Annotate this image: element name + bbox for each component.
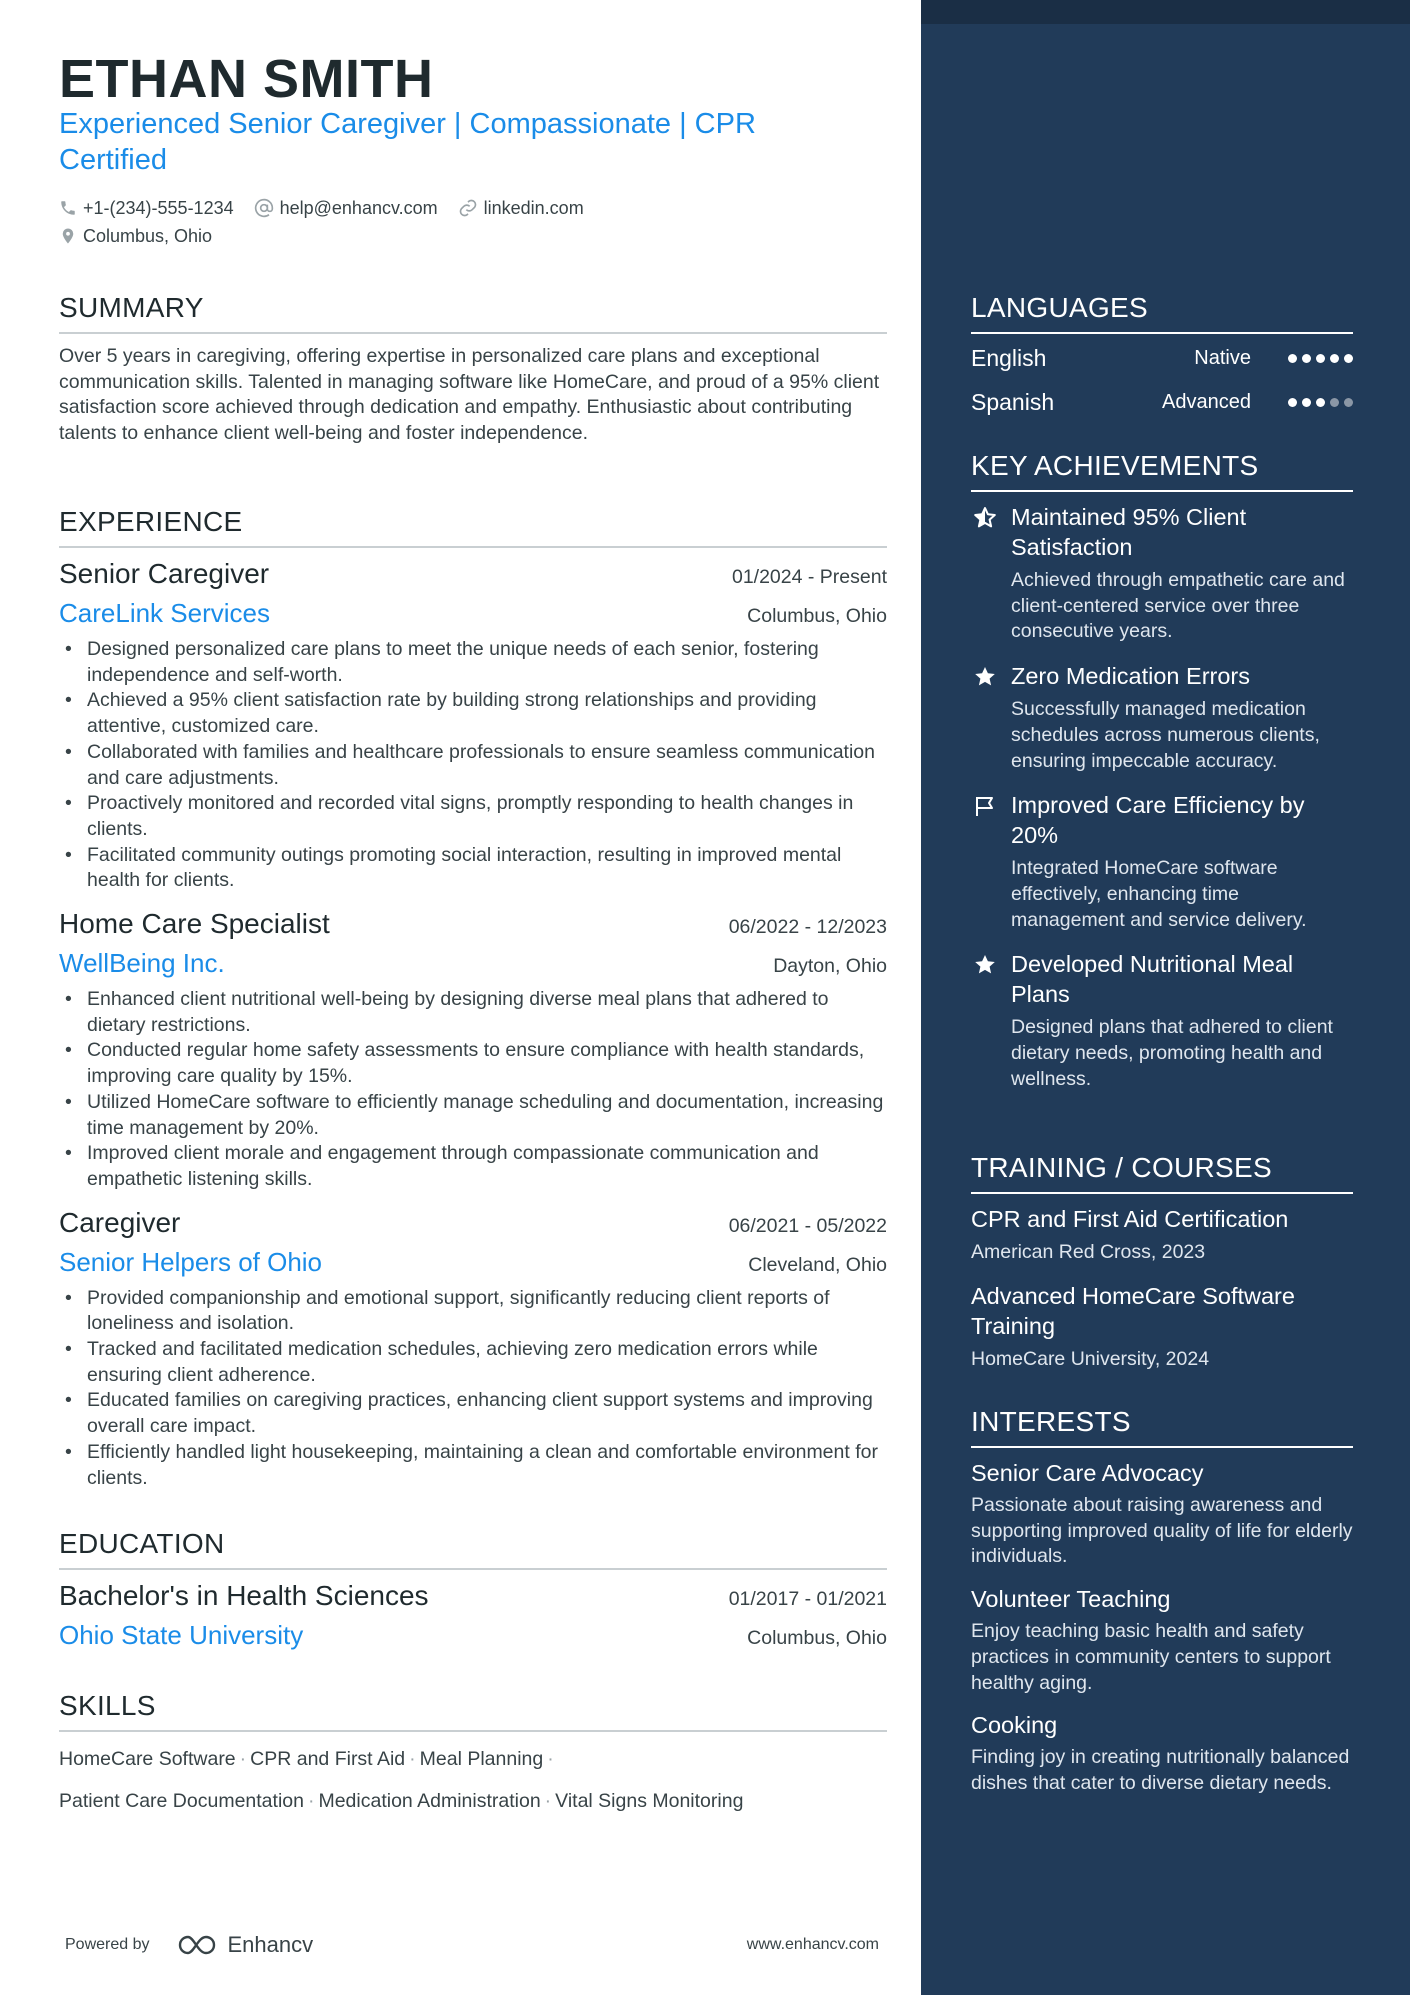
- course-provider: HomeCare University, 2024: [971, 1348, 1210, 1370]
- training-section: [971, 1152, 1353, 1372]
- skill-item: HomeCare Software: [59, 1748, 236, 1770]
- language-item: [971, 336, 1353, 380]
- bullet-item: • Enhanced client nutritional well-being by designing diverse meal plans that adhered to dietary restrictions.: [59, 987, 887, 1038]
- skill-item: CPR and First Aid: [250, 1748, 406, 1770]
- education-title: EDUCATION: [59, 1528, 887, 1570]
- skill-item: Medication Administration: [318, 1790, 541, 1812]
- linkedin-text: linkedin.com: [483, 197, 584, 218]
- skill-item: Patient Care Documentation: [59, 1790, 304, 1812]
- contact-location: [59, 226, 212, 247]
- location-pin-icon: [59, 226, 77, 246]
- course-provider: American Red Cross, 2023: [971, 1241, 1206, 1263]
- languages-section: [971, 292, 1353, 424]
- achievement-item: [971, 790, 1353, 933]
- language-proficiency-dots: [1283, 354, 1353, 363]
- course-title: Advanced HomeCare Software Training: [971, 1283, 1295, 1339]
- contact-info: [59, 194, 887, 250]
- interest-desc: Enjoy teaching basic health and safety practices in community centers to support healthy aging.: [971, 1620, 1331, 1694]
- candidate-name: ETHAN SMITH: [59, 49, 434, 109]
- achievement-desc: Designed plans that adhered to client dietary needs, promoting health and wellness.: [1011, 1016, 1333, 1090]
- footer-website[interactable]: www.enhancv.com: [746, 1936, 879, 1953]
- achievement-desc: Integrated HomeCare software effectively, enhancing time management and service delivery.: [1011, 857, 1307, 931]
- sidebar-top-band: [921, 0, 1410, 24]
- job-bullets: [59, 637, 887, 894]
- job-title: Caregiver: [59, 1206, 181, 1238]
- interest-title: Senior Care Advocacy: [971, 1460, 1204, 1486]
- contact-phone[interactable]: [59, 198, 234, 219]
- bullet-item: • Educated families on caregiving practices, enhancing client support systems and improving overall care impact.: [59, 1388, 887, 1439]
- summary-title: SUMMARY: [59, 292, 887, 334]
- job-entry: [59, 558, 887, 894]
- phone-icon: [59, 199, 77, 217]
- interests-title: INTERESTS: [971, 1406, 1353, 1448]
- skills-row: [59, 1788, 887, 1814]
- bullet-item: • Improved client morale and engagement through compassionate communication and empathetic listening skills.: [59, 1141, 887, 1192]
- bullet-item: • Provided companionship and emotional support, significantly reducing client reports of loneliness and isolation.: [59, 1286, 887, 1337]
- languages-title: LANGUAGES: [971, 292, 1353, 334]
- job-location: Dayton, Ohio: [773, 955, 887, 978]
- bullet-item: • Efficiently handled light housekeeping, maintaining a clean and comfortable environment for clients.: [59, 1440, 887, 1491]
- proficiency-dot: [1344, 398, 1353, 407]
- achievement-item: [971, 661, 1353, 774]
- achievement-title: Improved Care Efficiency by 20%: [1011, 792, 1305, 849]
- school-name[interactable]: Ohio State University: [59, 1620, 304, 1650]
- star-icon: [973, 953, 997, 977]
- job-entry: [59, 1207, 887, 1492]
- language-level: Native: [1194, 346, 1251, 369]
- achievement-desc: Successfully managed medication schedules across numerous clients, ensuring impeccable accuracy.: [1011, 698, 1320, 772]
- experience-section: [59, 506, 887, 1491]
- bullet-item: • Facilitated community outings promoting social interaction, resulting in improved mental health for clients.: [59, 843, 887, 894]
- achievement-title: Maintained 95% Client Satisfaction: [1011, 504, 1247, 560]
- enhancv-logo-icon: [176, 1933, 222, 1957]
- proficiency-dot: [1316, 398, 1325, 407]
- skill-separator: ·: [544, 1790, 552, 1812]
- language-level: Advanced: [1162, 390, 1251, 413]
- proficiency-dot: [1330, 398, 1339, 407]
- job-title: Home Care Specialist: [59, 908, 330, 940]
- job-bullets: [59, 987, 887, 1193]
- contact-linkedin[interactable]: [458, 198, 584, 219]
- interest-item: [971, 1710, 1353, 1796]
- school-location: Columbus, Ohio: [747, 1627, 887, 1649]
- at-icon: [254, 198, 274, 218]
- job-company[interactable]: Senior Helpers of Ohio: [59, 1246, 323, 1277]
- job-company[interactable]: CareLink Services: [59, 598, 270, 628]
- footer: [65, 1930, 879, 1960]
- education-entry: [59, 1580, 887, 1651]
- skill-separator: ·: [239, 1748, 247, 1770]
- skills-title: SKILLS: [59, 1690, 887, 1732]
- bullet-item: • Collaborated with families and healthcare professionals to ensure seamless communication and care adjustments.: [59, 740, 887, 791]
- sidebar: [921, 0, 1410, 1995]
- proficiency-dot: [1288, 398, 1297, 407]
- course-title: CPR and First Aid Certification: [971, 1206, 1289, 1232]
- bullet-item: • Conducted regular home safety assessments to ensure compliance with health standards, improving care quality by 15%.: [59, 1038, 887, 1089]
- language-item: [971, 380, 1353, 424]
- language-name: Spanish: [971, 388, 1055, 415]
- interest-title: Cooking: [971, 1712, 1058, 1739]
- star-half-icon: [973, 506, 997, 530]
- proficiency-dot: [1330, 354, 1339, 363]
- summary-text: Over 5 years in caregiving, offering expertise in personalized care plans and exceptional communication skills. Talented in managing software like HomeCare, and proud of a 95% client satisfaction score achieved through dedication and empathy. Enthusiastic about contributing talents to enhance client well-being and foster independence.: [59, 345, 880, 445]
- proficiency-dot: [1288, 354, 1297, 363]
- enhancv-brand-text: Enhancv: [227, 1932, 314, 1957]
- achievement-item: [971, 502, 1353, 645]
- job-date: 06/2021 - 05/2022: [728, 1214, 887, 1237]
- skill-item: Vital Signs Monitoring: [555, 1790, 744, 1812]
- job-date: 01/2024 - Present: [731, 566, 887, 588]
- skill-separator: ·: [547, 1748, 554, 1770]
- job-entry: [59, 908, 887, 1193]
- star-icon: [973, 665, 997, 689]
- bullet-item: • Tracked and facilitated medication schedules, achieving zero medication errors while ensuring client adherence.: [59, 1337, 887, 1388]
- job-bullets: [59, 1286, 887, 1492]
- language-name: English: [971, 344, 1047, 371]
- interest-item: [971, 1584, 1353, 1696]
- achievement-desc: Achieved through empathetic care and client-centered service over three consecutive years.: [1011, 569, 1345, 643]
- bullet-item: • Proactively monitored and recorded vital signs, promptly responding to health changes in clients.: [59, 791, 887, 842]
- enhancv-logo[interactable]: [176, 1932, 314, 1958]
- job-company[interactable]: WellBeing Inc.: [59, 948, 225, 979]
- achievements-section: [971, 450, 1353, 1092]
- flag-icon: [973, 794, 997, 818]
- candidate-tagline: Experienced Senior Caregiver | Compassionate | CPR Certified: [59, 108, 756, 176]
- interest-desc: Passionate about raising awareness and supporting improved quality of life for elderly individuals.: [971, 1494, 1353, 1568]
- link-icon: [458, 198, 478, 218]
- course-item: [971, 1204, 1353, 1265]
- achievements-title: KEY ACHIEVEMENTS: [971, 450, 1353, 492]
- achievement-item: [971, 949, 1353, 1092]
- interest-desc: Finding joy in creating nutritionally balanced dishes that cater to diverse dietary needs.: [971, 1746, 1350, 1794]
- degree-title: Bachelor's in Health Sciences: [59, 1580, 429, 1611]
- skills-section: [59, 1690, 887, 1814]
- language-proficiency-dots: [1283, 398, 1353, 407]
- powered-by-label: Powered by: [65, 1936, 150, 1953]
- location-text: Columbus, Ohio: [83, 225, 213, 246]
- job-location: Columbus, Ohio: [747, 605, 887, 627]
- summary-section: [59, 292, 887, 447]
- email-text: help@enhancv.com: [279, 197, 438, 218]
- job-date: 06/2022 - 12/2023: [728, 916, 887, 939]
- proficiency-dot: [1316, 354, 1325, 363]
- achievement-title: Zero Medication Errors: [1011, 663, 1250, 690]
- phone-text: +1-(234)-555-1234: [83, 197, 234, 218]
- proficiency-dot: [1302, 398, 1311, 407]
- bullet-item: • Utilized HomeCare software to efficiently manage scheduling and documentation, increasing time management by 20%.: [59, 1090, 887, 1141]
- skills-row: [59, 1746, 887, 1772]
- experience-title: EXPERIENCE: [59, 506, 887, 548]
- bullet-item: • Achieved a 95% client satisfaction rate by building strong relationships and providing attentive, customized care.: [59, 688, 887, 739]
- job-location: Cleveland, Ohio: [748, 1253, 887, 1276]
- contact-email[interactable]: [254, 198, 438, 219]
- education-date: 01/2017 - 01/2021: [728, 1588, 887, 1610]
- interest-item: [971, 1458, 1353, 1570]
- proficiency-dot: [1344, 354, 1353, 363]
- skill-separator: ·: [307, 1790, 315, 1812]
- interest-title: Volunteer Teaching: [971, 1586, 1171, 1613]
- achievement-title: Developed Nutritional Meal Plans: [1011, 951, 1294, 1008]
- skill-item: Meal Planning: [419, 1748, 544, 1770]
- proficiency-dot: [1302, 354, 1311, 363]
- education-section: [59, 1528, 887, 1651]
- course-item: [971, 1281, 1353, 1372]
- interests-section: [971, 1406, 1353, 1797]
- bullet-item: • Designed personalized care plans to meet the unique needs of each senior, fostering independence and self-worth.: [59, 637, 887, 688]
- training-title: TRAINING / COURSES: [971, 1152, 1353, 1194]
- job-title: Senior Caregiver: [59, 558, 270, 589]
- skill-separator: ·: [409, 1748, 416, 1770]
